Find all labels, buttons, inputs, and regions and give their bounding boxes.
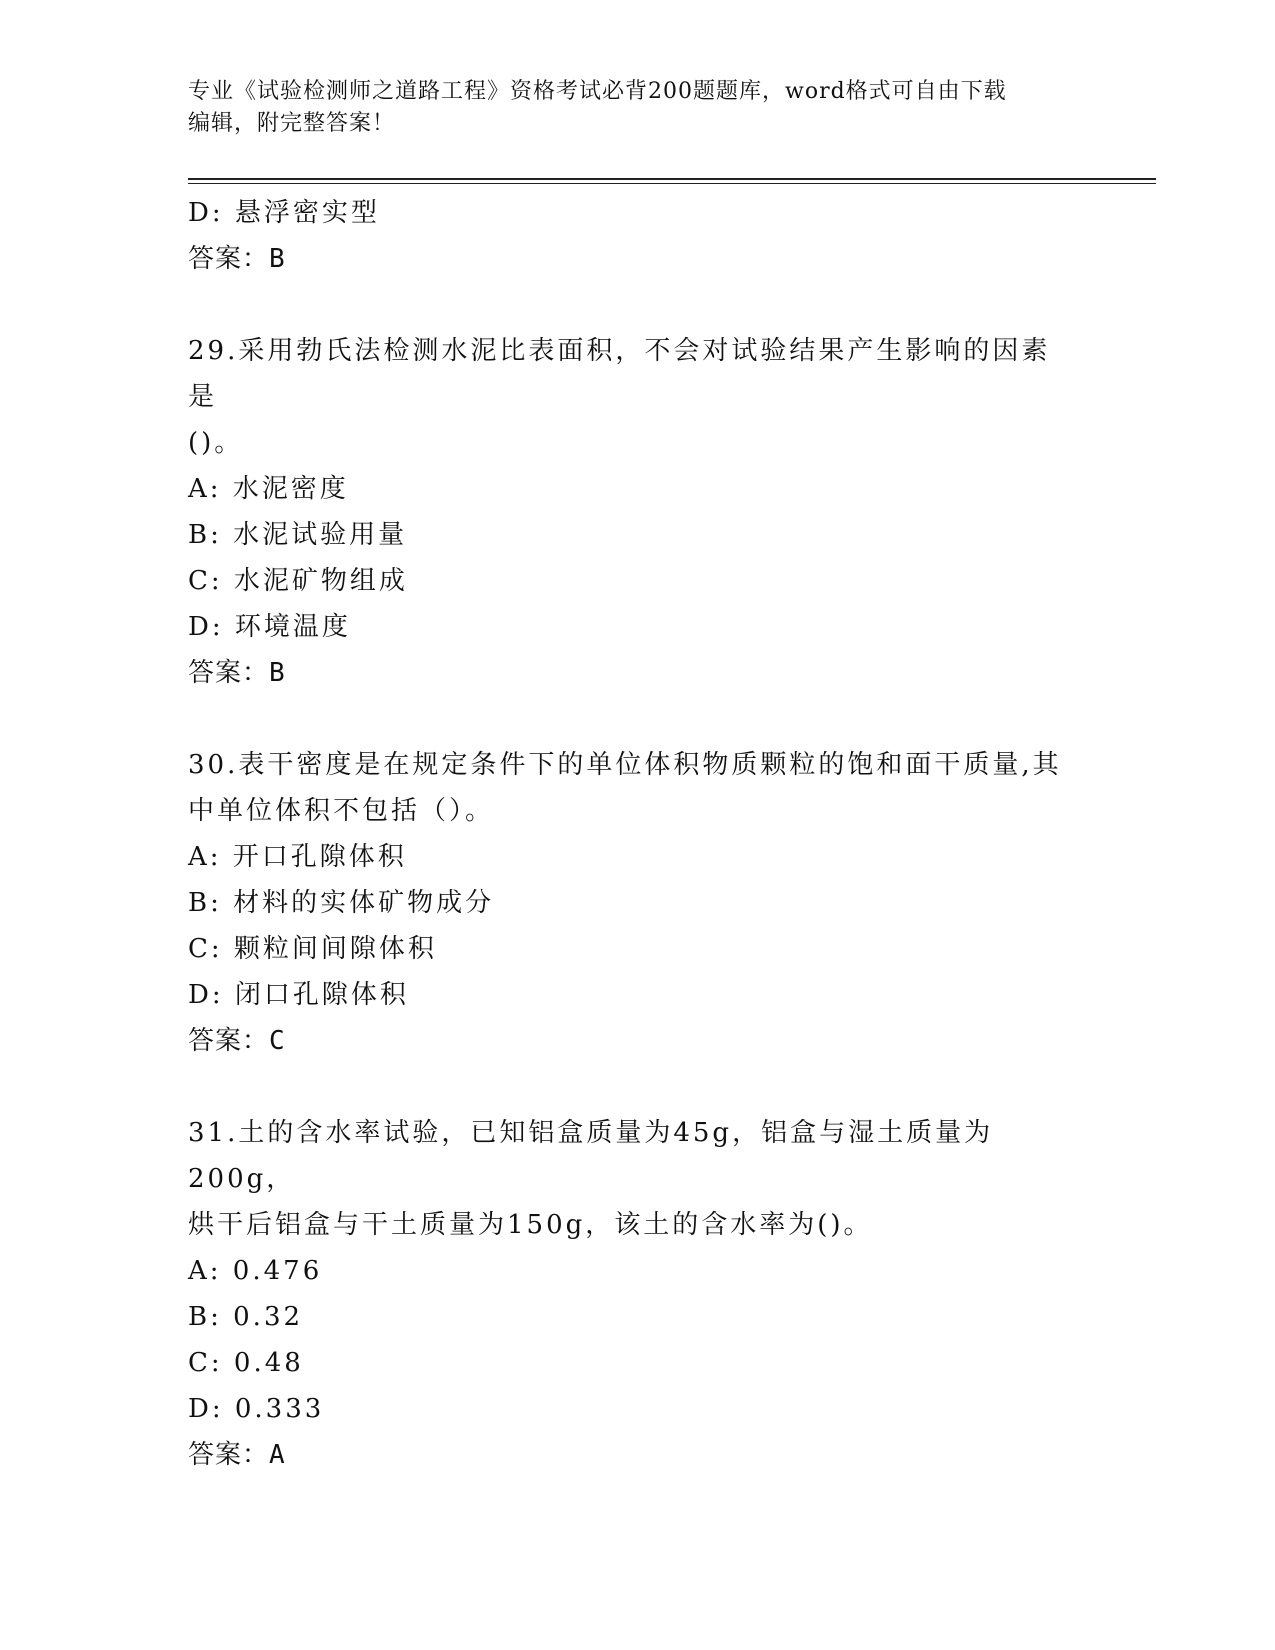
- option-d: D: 环境温度: [188, 612, 351, 642]
- header-divider-thick: [188, 178, 1156, 180]
- answer-line: 答案：B: [188, 244, 286, 274]
- header-line-1: 专业《试验检测师之道路工程》资格考试必背200题题库，word格式可自由下载: [188, 79, 1007, 104]
- option-c: C: 水泥矿物组成: [188, 566, 408, 596]
- document-body: [188, 190, 1088, 1478]
- question-text-line-2: ()。: [188, 428, 244, 458]
- option-a: A: 水泥密度: [188, 474, 349, 504]
- option-b: B: 水泥试验用量: [188, 520, 408, 550]
- question-text-line-1: 30.表干密度是在规定条件下的单位体积物质颗粒的饱和面干质量,其: [188, 750, 1062, 780]
- question-text-line-1: 31.土的含水率试验，已知铝盒质量为45g，铝盒与湿土质量为200g，: [188, 1118, 994, 1194]
- option-d: D: 0.333: [188, 1394, 325, 1424]
- question-text: [188, 328, 1068, 466]
- option-a: A: 开口孔隙体积: [188, 842, 407, 872]
- question-text: [188, 1110, 1068, 1248]
- previous-question-tail: [188, 190, 1088, 282]
- question-text-line-2: 中单位体积不包括（）。: [188, 796, 495, 826]
- spacer: [188, 696, 1088, 742]
- answer-line: 答案：C: [188, 1026, 286, 1056]
- header-line-2: 编辑，附完整答案！: [188, 111, 396, 136]
- question-text-line-1: 29.采用勃氏法检测水泥比表面积，不会对试验结果产生影响的因素是: [188, 336, 1051, 412]
- answer-line: 答案：A: [188, 1440, 286, 1470]
- question-text-line-2: 烘干后铝盒与干土质量为150g，该土的含水率为()。: [188, 1210, 873, 1240]
- spacer: [188, 282, 1088, 328]
- answer-line: 答案：B: [188, 658, 286, 688]
- option-c: C: 颗粒间间隙体积: [188, 934, 437, 964]
- option-a: A: 0.476: [188, 1256, 323, 1286]
- option-c: C: 0.48: [188, 1348, 304, 1378]
- option-b: B: 材料的实体矿物成分: [188, 888, 495, 918]
- spacer: [188, 1064, 1088, 1110]
- question-29: [188, 328, 1088, 696]
- option-b: B: 0.32: [188, 1302, 304, 1332]
- option-d: D: 闭口孔隙体积: [188, 980, 409, 1010]
- document-header: [188, 76, 1088, 140]
- option-d: D: 悬浮密实型: [188, 198, 380, 228]
- question-text: [188, 742, 1068, 834]
- question-31: [188, 1110, 1088, 1478]
- header-divider-thin: [188, 183, 1156, 184]
- question-30: [188, 742, 1088, 1064]
